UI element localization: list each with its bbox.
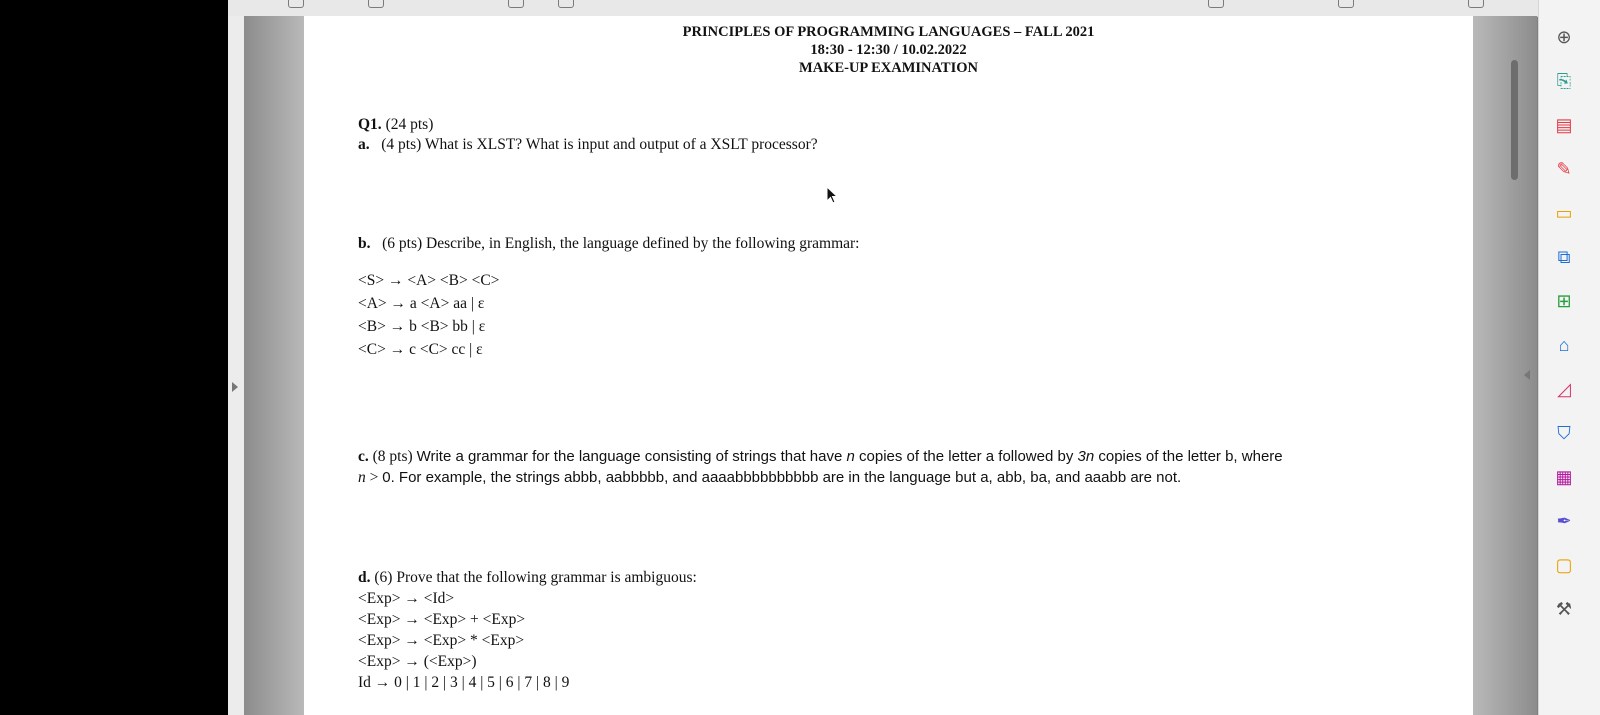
exam-title: PRINCIPLES OF PROGRAMMING LANGUAGES – FALL 2021 xyxy=(682,24,1095,40)
part-text: (4 pts) What is XLST? What is input and output of a XSLT processor? xyxy=(381,136,818,153)
question-points: (24 pts) xyxy=(385,116,434,133)
variable-n: n xyxy=(358,469,366,486)
page-gutter-left xyxy=(244,16,304,715)
grammar-rule: <Exp> → (<Exp>) xyxy=(358,653,477,670)
vertical-scrollbar-thumb[interactable] xyxy=(1511,60,1518,180)
tools-icon[interactable]: ⚒ xyxy=(1555,599,1573,619)
question-c-line-1 xyxy=(358,448,1283,466)
part-label: c. xyxy=(358,448,369,465)
grammar-rule: <Exp> → <Exp> + <Exp> xyxy=(358,611,526,628)
mouse-cursor-icon xyxy=(826,186,840,206)
part-label: d. xyxy=(358,569,371,586)
compress-icon[interactable]: ⊞ xyxy=(1556,291,1572,311)
exam-type: MAKE-UP EXAMINATION xyxy=(799,60,978,76)
comment-icon[interactable]: ▭ xyxy=(1555,203,1573,223)
part-text: (6 pts) Describe, in English, the language defined by the following grammar: xyxy=(382,235,860,252)
part-text: Write a grammar for the language consisting of strings that have xyxy=(416,448,847,465)
part-text: (6) Prove that the following grammar is ambiguous: xyxy=(374,569,697,586)
pdf-viewer xyxy=(228,0,1538,715)
grammar-rule: <S> → <A> <B> <C> xyxy=(358,272,500,289)
question-b xyxy=(358,235,859,253)
left-panel-toggle[interactable] xyxy=(228,16,245,715)
grammar-rule: Id → 0 | 1 | 2 | 3 | 4 | 5 | 6 | 7 | 8 | 9 xyxy=(358,674,570,691)
question-c-line-2 xyxy=(358,469,1181,487)
part-text: copies of the letter b, where xyxy=(1094,448,1283,465)
page-gutter-right xyxy=(1473,16,1537,715)
question-1-heading xyxy=(358,116,433,134)
toolbar-button-icon[interactable] xyxy=(508,0,524,8)
grammar-rule: <Exp> → <Exp> * <Exp> xyxy=(358,632,525,649)
chevron-left-icon[interactable] xyxy=(1524,370,1530,380)
grammar-rule: <C> → c <C> cc | ε xyxy=(358,341,483,358)
tools-panel xyxy=(1538,0,1600,715)
part-text: copies of the letter a followed by xyxy=(854,448,1078,465)
question-d xyxy=(358,569,697,587)
export-pdf-icon[interactable]: ⎘ xyxy=(1556,71,1572,91)
combine-files-icon[interactable]: ⧉ xyxy=(1557,247,1571,267)
zoom-icon[interactable]: ⊕ xyxy=(1556,27,1572,47)
grammar-rule: <B> → b <B> bb | ε xyxy=(358,318,486,335)
question-a xyxy=(358,136,818,154)
create-pdf-icon[interactable]: ▢ xyxy=(1555,555,1573,575)
top-toolbar xyxy=(228,0,1538,17)
exam-time: 18:30 - 12:30 / 10.02.2022 xyxy=(810,42,967,58)
question-label: Q1. xyxy=(358,116,382,133)
fill-sign-icon[interactable]: ◿ xyxy=(1557,379,1571,399)
operator: > xyxy=(365,469,383,486)
part-text: 0. For example, the strings abbb, aabbbbb, and aaaabbbbbbbbbb are in the language but a, abb, ba, and aaabb are not. xyxy=(382,469,1182,486)
toolbar-button-icon[interactable] xyxy=(1468,0,1484,8)
toolbar-button-icon[interactable] xyxy=(558,0,574,8)
variable-3n: 3n xyxy=(1077,448,1095,465)
variable-n: n xyxy=(846,448,855,465)
organize-pages-icon[interactable]: ▤ xyxy=(1555,115,1573,135)
grammar-rule: <A> → a <A> aa | ε xyxy=(358,295,485,312)
toolbar-button-icon[interactable] xyxy=(288,0,304,8)
scan-icon[interactable]: ⌂ xyxy=(1558,335,1570,355)
toolbar-button-icon[interactable] xyxy=(1208,0,1224,8)
redact-icon[interactable]: ▦ xyxy=(1555,467,1573,487)
chevron-right-icon xyxy=(232,382,238,392)
edit-pdf-icon[interactable]: ✎ xyxy=(1556,159,1572,179)
part-points: (8 pts) xyxy=(372,448,413,465)
part-label: a. xyxy=(358,136,370,153)
part-label: b. xyxy=(358,235,371,252)
toolbar-button-icon[interactable] xyxy=(1338,0,1354,8)
left-black-area xyxy=(0,0,228,715)
sign-icon[interactable]: ✒ xyxy=(1556,511,1572,531)
grammar-rule: <Exp> → <Id> xyxy=(358,590,455,607)
protect-icon[interactable]: ⛉ xyxy=(1557,423,1571,443)
toolbar-button-icon[interactable] xyxy=(368,0,384,8)
document-page xyxy=(304,16,1473,715)
